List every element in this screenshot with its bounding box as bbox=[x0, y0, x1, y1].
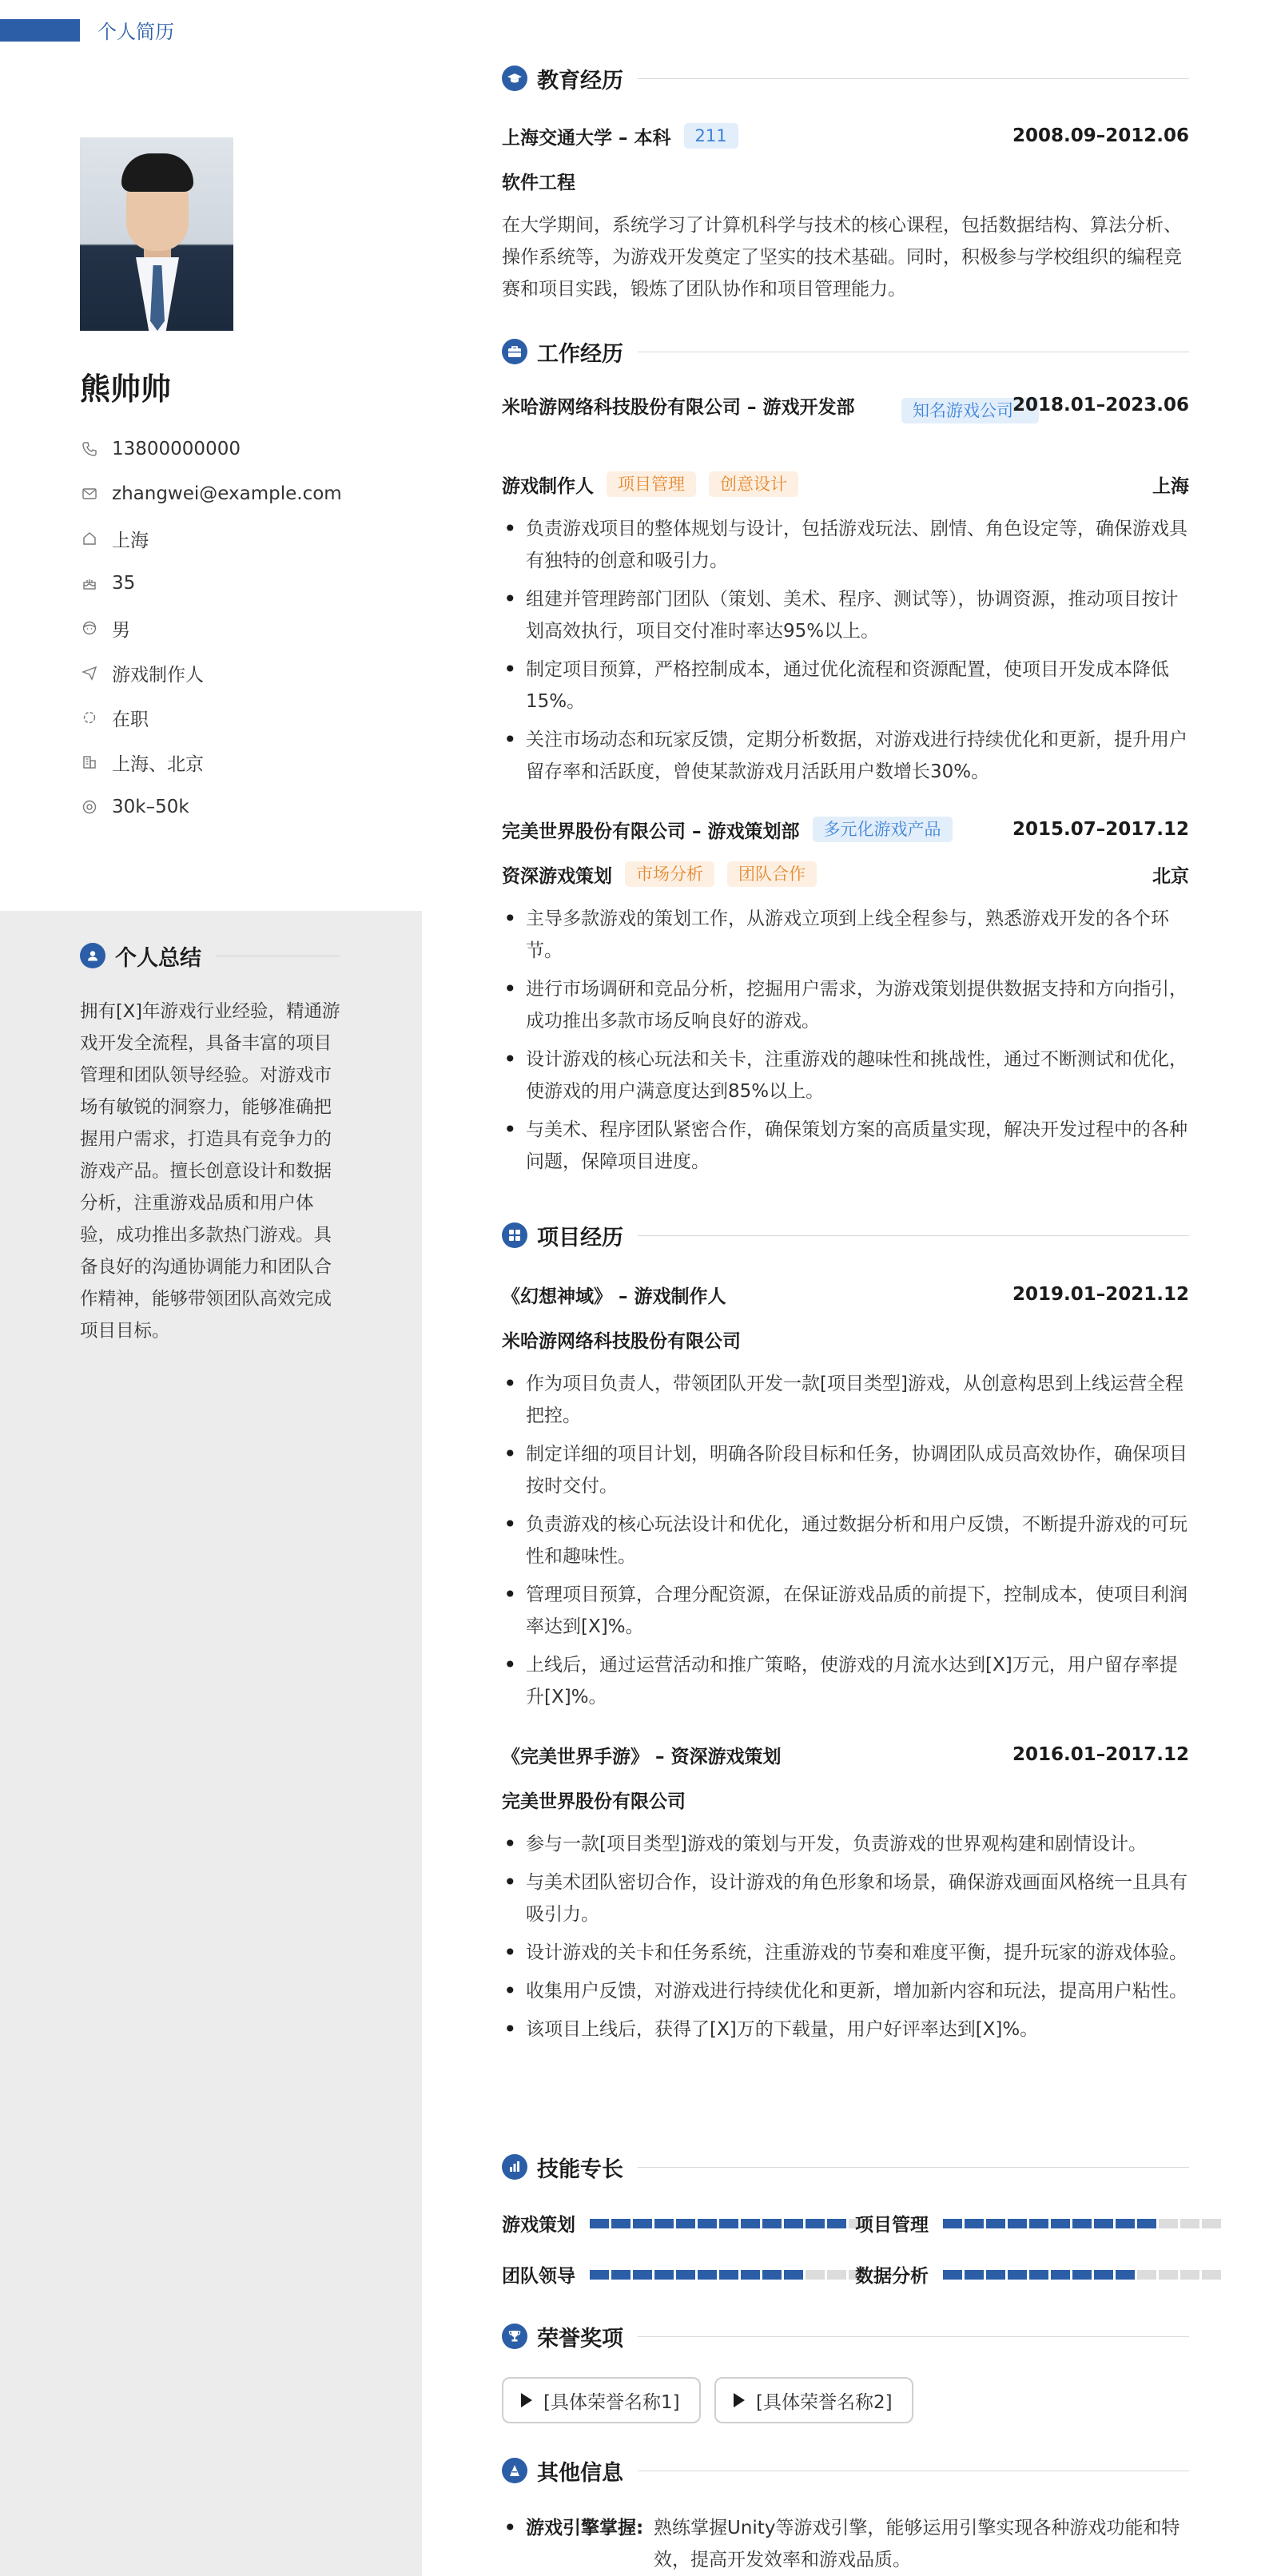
education-date: 2008.09–2012.06 bbox=[1012, 125, 1189, 146]
info-phone bbox=[80, 427, 400, 471]
skill-bar-segment bbox=[590, 2219, 609, 2228]
skill-bar-segment bbox=[1116, 2219, 1135, 2228]
skill-bar-segment bbox=[611, 2270, 631, 2280]
list-item: • 制定详细的项目计划，明确各阶段目标和任务，协调团队成员高效协作，确保项目按时交付。 bbox=[502, 1438, 1189, 1502]
skill-bar-segment bbox=[806, 2219, 825, 2228]
education-major-row bbox=[502, 166, 1189, 195]
skill-bar-segment bbox=[1202, 2270, 1221, 2280]
info-salary bbox=[80, 785, 400, 829]
award-badge bbox=[714, 2377, 913, 2423]
age-text: 35 bbox=[112, 573, 136, 594]
skill-bar-segment bbox=[827, 2219, 846, 2228]
awards-title: 荣誉奖项 bbox=[537, 2326, 623, 2351]
summary-heading bbox=[80, 940, 340, 972]
profile-name: 熊帅帅 bbox=[80, 372, 172, 407]
info-age bbox=[80, 561, 400, 606]
work-company: 完美世界股份有限公司 – 游戏策划部 bbox=[502, 821, 800, 842]
other-item: • 游戏引擎掌握: 熟练掌握Unity等游戏引擎，能够运用引擎实现各种游戏功能和特效，提高开发效率和游戏品质。 bbox=[502, 2512, 1189, 2576]
mail-icon bbox=[80, 484, 99, 503]
skill-bar bbox=[943, 2270, 1221, 2280]
phone-text: 13800000000 bbox=[112, 439, 241, 459]
bar-chart-icon bbox=[502, 2154, 527, 2180]
role-tag: 项目管理 bbox=[607, 471, 696, 497]
project-2-bullets bbox=[502, 1828, 1189, 2052]
skill-bar-segment bbox=[1051, 2219, 1070, 2228]
list-item: • 制定项目预算，严格控制成本，通过优化流程和资源配置，使项目开发成本降低15%。 bbox=[502, 654, 1189, 718]
work-entry-1-bullets bbox=[502, 513, 1189, 794]
home-icon bbox=[80, 529, 99, 548]
trophy-icon bbox=[502, 2324, 527, 2349]
avatar bbox=[80, 137, 233, 331]
awards-heading bbox=[502, 2320, 1189, 2352]
skill-bar-segment bbox=[1029, 2270, 1048, 2280]
skill-bar-segment bbox=[698, 2270, 717, 2280]
skill-bar-segment bbox=[943, 2219, 962, 2228]
work-city: 上海 bbox=[1152, 475, 1189, 497]
list-item: • 作为项目负责人，带领团队开发一款[项目类型]游戏，从创意构思到上线运营全程把控。 bbox=[502, 1368, 1189, 1432]
job-text: 游戏制作人 bbox=[112, 664, 204, 686]
skill-bar-segment bbox=[965, 2270, 984, 2280]
skill-bar-segment bbox=[1159, 2219, 1178, 2228]
skill-bar-segment bbox=[611, 2219, 631, 2228]
skill-name: 游戏策划 bbox=[502, 2215, 575, 2236]
skill-bar-segment bbox=[1180, 2270, 1199, 2280]
role-tag: 市场分析 bbox=[625, 861, 714, 887]
skill-bar bbox=[943, 2219, 1221, 2228]
skill-name: 项目管理 bbox=[855, 2215, 929, 2236]
project-1-header bbox=[502, 1280, 1189, 1309]
skill-bar-segment bbox=[633, 2219, 652, 2228]
work-company: 米哈游网络科技股份有限公司 – 游戏开发部 bbox=[502, 397, 855, 418]
user-icon bbox=[80, 943, 105, 968]
salary-text: 30k–50k bbox=[112, 797, 189, 817]
skill-bar-segment bbox=[654, 2270, 674, 2280]
info-location bbox=[80, 516, 400, 561]
school-name: 上海交通大学 – 本科 bbox=[502, 127, 671, 149]
major-name: 软件工程 bbox=[502, 172, 575, 193]
graduation-cap-icon bbox=[502, 66, 527, 91]
skill-item bbox=[855, 2261, 1221, 2288]
status-icon bbox=[80, 708, 99, 727]
skill-bar-segment bbox=[965, 2219, 984, 2228]
skill-bar-segment bbox=[1029, 2219, 1048, 2228]
info-target-city bbox=[80, 740, 400, 785]
list-item: • 该项目上线后，获得了[X]万的下载量，用户好评率达到[X]%。 bbox=[502, 2013, 1189, 2045]
skill-bar-segment bbox=[1072, 2219, 1092, 2228]
skill-bar-segment bbox=[1008, 2270, 1027, 2280]
skill-bar-segment bbox=[784, 2270, 803, 2280]
coin-icon bbox=[80, 797, 99, 817]
skill-bar-segment bbox=[590, 2270, 609, 2280]
skill-bar-segment bbox=[1159, 2270, 1178, 2280]
skill-name: 团队领导 bbox=[502, 2266, 575, 2287]
list-item: • 负责游戏项目的整体规划与设计，包括游戏玩法、剧情、角色设定等，确保游戏具有独特的创意和吸引力。 bbox=[502, 513, 1189, 577]
skill-bar-segment bbox=[1051, 2270, 1070, 2280]
projects-heading bbox=[502, 1219, 1189, 1251]
skill-bar-segment bbox=[1008, 2219, 1027, 2228]
list-item: • 主导多款游戏的策划工作，从游戏立项到上线全程参与，熟悉游戏开发的各个环节。 bbox=[502, 903, 1189, 967]
work-title: 工作经历 bbox=[537, 341, 623, 367]
skill-bar bbox=[590, 2270, 868, 2280]
projects-title: 项目经历 bbox=[537, 1225, 623, 1250]
project-company: 完美世界股份有限公司 bbox=[502, 1791, 686, 1812]
education-heading bbox=[502, 62, 1189, 94]
info-job bbox=[80, 650, 400, 695]
list-item: • 负责游戏的核心玩法设计和优化，通过数据分析和用户反馈，不断提升游戏的可玩性和趣味性。 bbox=[502, 1509, 1189, 1572]
location-text: 上海 bbox=[112, 530, 149, 551]
send-icon bbox=[80, 663, 99, 682]
role-tag: 团队合作 bbox=[727, 861, 817, 887]
project-1-company-row bbox=[502, 1325, 1189, 1354]
skill-bar-segment bbox=[719, 2270, 738, 2280]
info-icon bbox=[502, 2458, 527, 2483]
skill-bar-segment bbox=[676, 2219, 695, 2228]
grid-icon bbox=[502, 1222, 527, 1248]
skill-bar-segment bbox=[1202, 2219, 1221, 2228]
skill-bar-segment bbox=[1094, 2270, 1113, 2280]
page-title: 个人简历 bbox=[97, 21, 174, 43]
education-description: 在大学期间，系统学习了计算机科学与技术的核心课程，包括数据结构、算法分析、操作系统等，为游戏开发奠定了坚实的技术基础。同时，积极参与学校组织的编程竞赛和项目实践，锻炼了团队协作和项目管理能力。 bbox=[502, 215, 1182, 300]
skill-item bbox=[855, 2210, 1221, 2236]
info-gender bbox=[80, 606, 400, 650]
work-city: 北京 bbox=[1152, 865, 1189, 887]
list-item: • 设计游戏的关卡和任务系统，注重游戏的节奏和难度平衡，提升玩家的游戏体验。 bbox=[502, 1937, 1189, 1969]
work-entry-1-role bbox=[502, 470, 1189, 499]
list-item: • 上线后，通过运营活动和推广策略，使游戏的月流水达到[X]万元，用户留存率提升[X]%。 bbox=[502, 1649, 1189, 1713]
project-company: 米哈游网络科技股份有限公司 bbox=[502, 1330, 741, 1352]
skill-bar-segment bbox=[676, 2270, 695, 2280]
list-item: • 与美术团队密切合作，设计游戏的角色形象和场景，确保游戏画面风格统一且具有吸引力。 bbox=[502, 1866, 1189, 1930]
work-entry-1-header bbox=[502, 392, 1189, 455]
other-value: 熟练掌握Unity等游戏引擎，能够运用引擎实现各种游戏功能和特效，提高开发效率和游戏品质。 bbox=[654, 2518, 1180, 2570]
list-item: • 参与一款[项目类型]游戏的策划与开发，负责游戏的世界观构建和剧情设计。 bbox=[502, 1828, 1189, 1860]
project-date: 2016.01–2017.12 bbox=[1012, 1744, 1189, 1765]
work-role: 游戏制作人 bbox=[502, 475, 594, 497]
list-item: • 与美术、程序团队紧密合作，确保策划方案的高质量实现，解决开发过程中的各种问题，保障项目进度。 bbox=[502, 1114, 1189, 1178]
work-date: 2015.07–2017.12 bbox=[1012, 819, 1189, 840]
skill-bar-segment bbox=[762, 2270, 782, 2280]
summary-title: 个人总结 bbox=[115, 945, 201, 971]
work-date: 2018.01–2023.06 bbox=[1012, 395, 1189, 415]
project-date: 2019.01–2021.12 bbox=[1012, 1284, 1189, 1305]
skills-heading bbox=[502, 2151, 1189, 2183]
award-badge bbox=[502, 2377, 701, 2423]
list-item: • 进行市场调研和竞品分析，挖掘用户需求，为游戏策划提供数据支持和方向指引，成功推出多款市场反响良好的游戏。 bbox=[502, 973, 1189, 1037]
skill-bar-segment bbox=[1116, 2270, 1135, 2280]
project-1-bullets bbox=[502, 1368, 1189, 1719]
list-item: • 组建并管理跨部门团队（策划、美术、程序、测试等），协调资源，推动项目按计划高效执行，项目交付准时率达95%以上。 bbox=[502, 583, 1189, 647]
building-icon bbox=[80, 753, 99, 772]
project-name: 《幻想神域》 – 游戏制作人 bbox=[502, 1286, 726, 1307]
skill-item bbox=[502, 2261, 868, 2288]
role-tag: 创意设计 bbox=[709, 471, 798, 497]
work-entry-2-header bbox=[502, 815, 1189, 844]
skill-bar-segment bbox=[986, 2270, 1005, 2280]
skills-title: 技能专长 bbox=[537, 2157, 623, 2182]
award-name: [具体荣誉名称1] bbox=[543, 2391, 680, 2413]
status-text: 在职 bbox=[112, 709, 149, 730]
skill-bar bbox=[590, 2219, 868, 2228]
info-email bbox=[80, 471, 400, 516]
work-entry-2-bullets bbox=[502, 903, 1189, 1184]
skill-bar-segment bbox=[741, 2270, 760, 2280]
list-item: • 管理项目预算，合理分配资源，在保证游戏品质的前提下，控制成本，使项目利润率达到[X]%。 bbox=[502, 1579, 1189, 1643]
gender-text: 男 bbox=[112, 619, 130, 641]
award-name: [具体荣誉名称2] bbox=[756, 2391, 893, 2413]
other-title: 其他信息 bbox=[537, 2460, 623, 2486]
company-tag: 多元化游戏产品 bbox=[813, 817, 953, 842]
skill-bar-segment bbox=[719, 2219, 738, 2228]
project-2-header bbox=[502, 1740, 1189, 1769]
skill-bar-segment bbox=[698, 2219, 717, 2228]
list-item: • 关注市场动态和玩家反馈，定期分析数据，对游戏进行持续优化和更新，提升用户留存率和活跃度，曾使某款游戏月活跃用户数增长30%。 bbox=[502, 724, 1189, 788]
skill-bar-segment bbox=[806, 2270, 825, 2280]
school-tag: 211 bbox=[684, 123, 738, 149]
project-2-company-row bbox=[502, 1785, 1189, 1814]
skill-bar-segment bbox=[741, 2219, 760, 2228]
play-icon bbox=[521, 2393, 532, 2407]
skill-bar-segment bbox=[1072, 2270, 1092, 2280]
face-icon bbox=[80, 618, 99, 638]
work-heading bbox=[502, 336, 1189, 368]
phone-icon bbox=[80, 439, 99, 459]
work-role: 资深游戏策划 bbox=[502, 865, 612, 887]
skill-bar-segment bbox=[1094, 2219, 1113, 2228]
header-accent-bar bbox=[0, 19, 80, 42]
skill-item bbox=[502, 2210, 868, 2236]
skill-bar-segment bbox=[784, 2219, 803, 2228]
list-item: • 设计游戏的核心玩法和关卡，注重游戏的趣味性和挑战性，通过不断测试和优化，使游戏的用户满意度达到85%以上。 bbox=[502, 1044, 1189, 1107]
email-text: zhangwei@example.com bbox=[112, 483, 342, 504]
education-entry-header bbox=[502, 121, 1189, 150]
company-tag: 知名游戏公司 bbox=[901, 398, 1039, 423]
skill-bar-segment bbox=[654, 2219, 674, 2228]
summary-text: 拥有[X]年游戏行业经验，精通游戏开发全流程，具备丰富的项目管理和团队领导经验。对游戏市场有敏锐的洞察力，能够准确把握用户需求，打造具有竞争力的游戏产品。擅长创意设计和数据分析，注重游戏品质和用户体验，成功推出多款热门游戏。具备良好的沟通协调能力和团队合作精神，能够带领团队高效完成项目目标。 bbox=[80, 1001, 340, 1342]
skill-bar-segment bbox=[1137, 2219, 1156, 2228]
briefcase-icon bbox=[502, 339, 527, 364]
skill-bar-segment bbox=[633, 2270, 652, 2280]
skill-bar-segment bbox=[1137, 2270, 1156, 2280]
skill-bar-segment bbox=[762, 2219, 782, 2228]
skill-bar-segment bbox=[827, 2270, 846, 2280]
skill-bar-segment bbox=[1180, 2219, 1199, 2228]
project-name: 《完美世界手游》 – 资深游戏策划 bbox=[502, 1746, 782, 1767]
other-heading bbox=[502, 2455, 1189, 2487]
skill-name: 数据分析 bbox=[855, 2266, 929, 2287]
contact-info-list bbox=[80, 427, 400, 829]
list-item: • 收集用户反馈，对游戏进行持续优化和更新，增加新内容和玩法，提高用户粘性。 bbox=[502, 1975, 1189, 2007]
info-status bbox=[80, 695, 400, 740]
skill-bar-segment bbox=[943, 2270, 962, 2280]
work-entry-2-role bbox=[502, 860, 1189, 888]
target-city-text: 上海、北京 bbox=[112, 753, 204, 775]
cake-icon bbox=[80, 574, 99, 593]
skill-bar-segment bbox=[986, 2219, 1005, 2228]
play-icon bbox=[734, 2393, 745, 2407]
education-title: 教育经历 bbox=[537, 68, 623, 93]
other-key: 游戏引擎掌握: bbox=[526, 2518, 644, 2538]
